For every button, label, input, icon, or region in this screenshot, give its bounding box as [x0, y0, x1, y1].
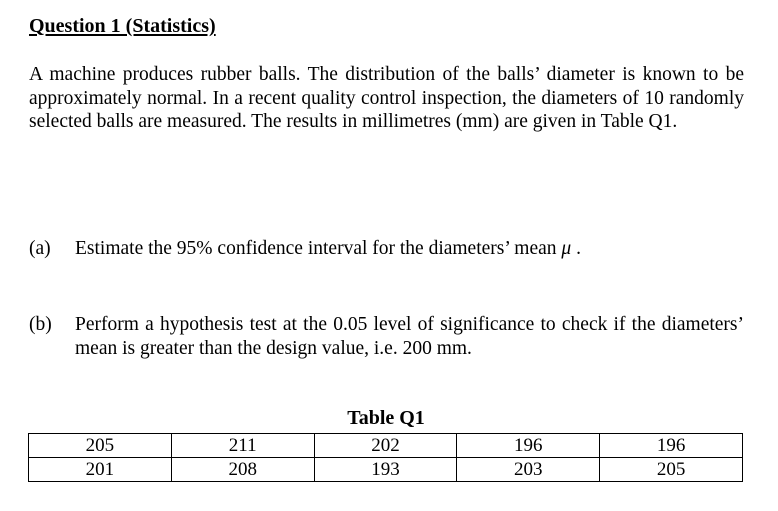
part-a-text-before: Estimate the 95% confidence interval for the diameters’ mean: [75, 238, 562, 259]
part-a-text-after: .: [571, 238, 581, 259]
table-cell: 202: [314, 434, 457, 458]
table-cell: 196: [600, 434, 743, 458]
table-caption: Table Q1: [347, 407, 425, 429]
question-intro: A machine produces rubber balls. The distribution of the balls’ diameter is known to be approximately normal. In a recent quality control inspection, the diameters of 10 randomly selected balls are measured. The results in millimetres (mm) are given in Table Q1.: [29, 64, 744, 132]
part-a: [29, 237, 744, 261]
question-heading: Question 1 (Statistics): [29, 15, 216, 37]
part-b: [29, 313, 744, 360]
table-cell: 205: [600, 458, 743, 482]
table-cell: 196: [457, 434, 600, 458]
table-cell: 201: [29, 458, 172, 482]
table-row: [29, 458, 743, 482]
part-a-text: [75, 237, 744, 261]
mu-symbol: μ: [561, 238, 572, 259]
data-table: [28, 433, 743, 482]
part-b-text: Perform a hypothesis test at the 0.05 level of significance to check if the diameters’ mean is greater than the design value, i.e. 200 mm.: [75, 314, 744, 359]
part-a-label: (a): [29, 238, 51, 259]
table-row: [29, 434, 743, 458]
table-cell: 208: [171, 458, 314, 482]
table-cell: 193: [314, 458, 457, 482]
table-cell: 203: [457, 458, 600, 482]
table-cell: 205: [29, 434, 172, 458]
table-cell: 211: [171, 434, 314, 458]
part-b-label: (b): [29, 314, 52, 335]
